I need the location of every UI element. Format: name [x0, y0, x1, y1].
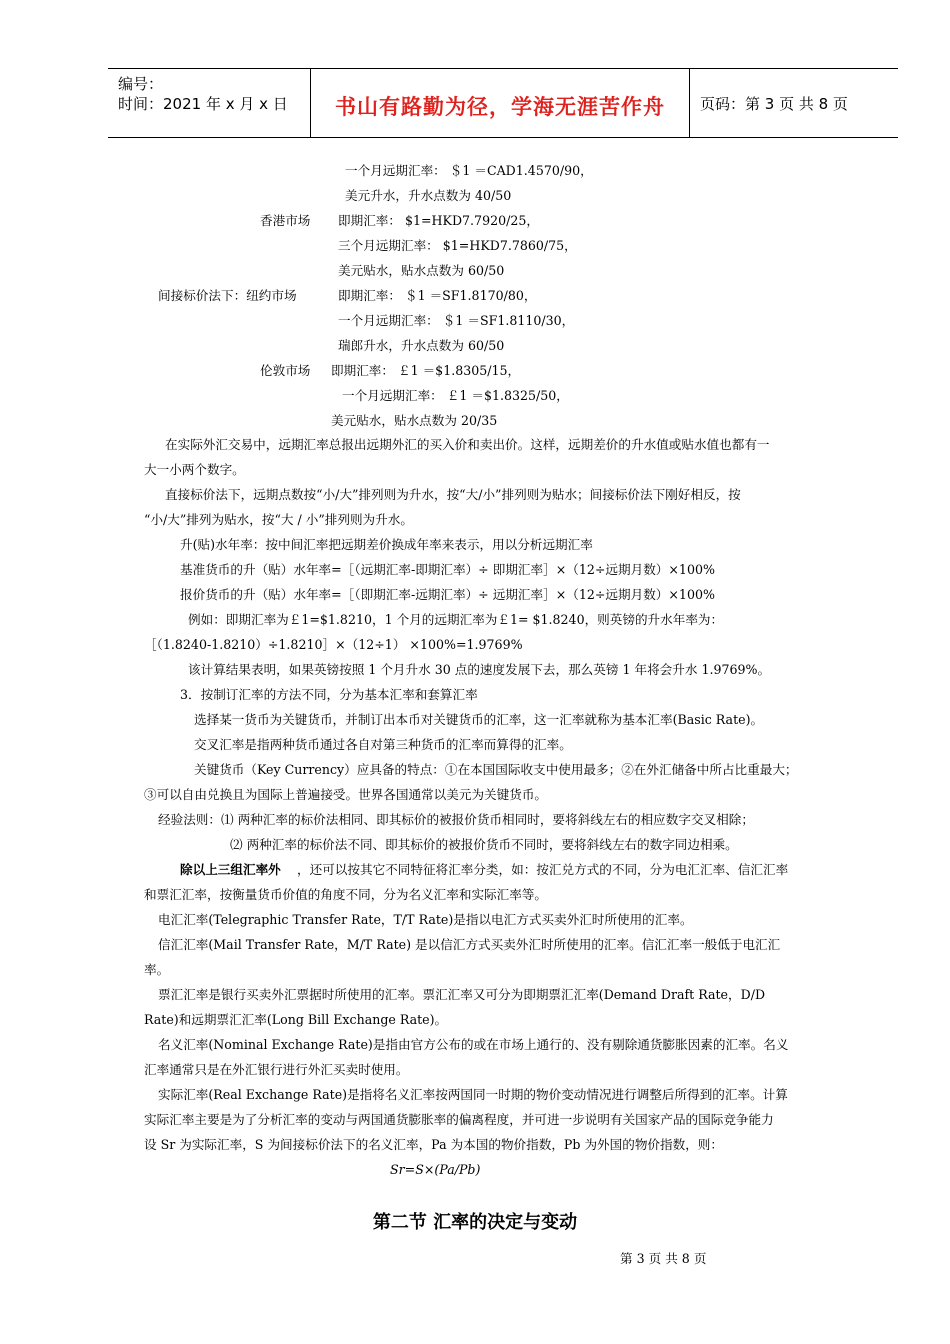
text-line: 一个月远期汇率： ＄1 ＝CAD1.4570/90， — [345, 163, 593, 178]
formula-line: Sr=S×(Pa/Pb) — [390, 1162, 481, 1177]
text-line: 即期汇率： ＄1 ＝SF1.8170/80， — [338, 288, 537, 303]
text-line: 升(贴)水年率：按中间汇率把远期差价换成年率来表示，用以分析远期汇率 — [180, 537, 593, 552]
text-line: 美元升水，升水点数为 40/50 — [345, 188, 512, 203]
text-line: 票汇汇率是银行买卖外汇票据时所使用的汇率。票汇汇率又可分为即期票汇汇率(Demand Draft Rate，D/D — [158, 987, 766, 1002]
text-line: 三个月远期汇率： $1=HKD7.7860/75， — [338, 238, 577, 253]
text-line: 信汇汇率(Mail Transfer Rate，M/T Rate) 是以信汇方式买卖外汇时所使用的汇率。信汇汇率一般低于电汇汇 — [158, 937, 781, 952]
text-line: 大一小两个数字。 — [144, 462, 245, 477]
text-line: 在实际外汇交易中，远期汇率总报出远期外汇的买入价和卖出价。这样，远期差价的升水值或贴水值也都有一 — [165, 437, 770, 452]
text-line: 一个月远期汇率： ￡1 ＝$1.8325/50， — [342, 388, 569, 403]
number-label: 编号： — [118, 75, 164, 93]
text-line: 和票汇汇率，按衡量货币价值的角度不同，分为名义汇率和实际汇率等。 — [144, 887, 547, 902]
formula-line: ［（1.8240-1.8210）÷1.8210］×（12÷1） ×100%=1.9769% — [144, 637, 523, 652]
bold-phrase: 除以上三组汇率外 — [180, 862, 281, 877]
text-line: 直接标价法下，远期点数按“小/大”排列则为升水，按“大/小”排列则为贴水；间接标价法下刚好相反，按 — [165, 487, 741, 502]
page-code: 页码：第 3 页 共 8 页 — [700, 95, 848, 113]
text-line: 即期汇率： ￡1 ＝$1.8305/15， — [331, 363, 521, 378]
text-line: 瑞郎升水，升水点数为 60/50 — [338, 338, 505, 353]
text-line: 交叉汇率是指两种货币通过各自对第三种货币的汇率而算得的汇率。 — [194, 737, 572, 752]
text-line: ③可以自由兑换且为国际上普遍接受。世界各国通常以美元为关键货币。 — [144, 787, 547, 802]
time-label: 时间：2021 年 x 月 x 日 — [118, 95, 288, 113]
text-line: ，还可以按其它不同特征将汇率分类，如：按汇兑方式的不同，分为电汇汇率、信汇汇率 — [297, 862, 789, 877]
section-title: 第二节 汇率的决定与变动 — [372, 1212, 578, 1233]
text-line: 例如：即期汇率为￡1=$1.8210，1 个月的远期汇率为￡1= $1.8240，则英镑的升水年率为： — [188, 612, 724, 627]
text-line: 选择某一货币为关键货币，并制订出本币对关键货币的汇率，这一汇率就称为基本汇率(Basic Rate)。 — [194, 712, 764, 727]
subheading: 3．按制订汇率的方法不同，分为基本汇率和套算汇率 — [180, 687, 478, 702]
text-line: Rate)和远期票汇汇率(Long Bill Exchange Rate)。 — [144, 1012, 448, 1027]
text-line: 汇率通常只是在外汇银行进行外汇买卖时使用。 — [144, 1062, 409, 1077]
text-line: 美元贴水，贴水点数为 20/35 — [331, 413, 498, 428]
formula-line: 基准货币的升（贴）水年率=［（远期汇率-即期汇率）÷ 即期汇率］×（12÷远期月数）×100% — [180, 562, 715, 577]
text-line: 即期汇率： $1=HKD7.7920/25， — [338, 213, 539, 228]
header-page-cell — [690, 69, 898, 137]
motto: 书山有路勤为径，学海无涯苦作舟 — [335, 95, 665, 119]
market-label: 间接标价法下：纽约市场 — [158, 288, 297, 303]
text-line: 率。 — [144, 962, 170, 977]
text-line: 经验法则：⑴ 两种汇率的标价法相同、即其标价的被报价货币相同时，要将斜线左右的相应数字交叉相除； — [158, 812, 754, 827]
text-line: 关键货币（Key Currency）应具备的特点：①在本国国际收支中使用最多；②在外汇储备中所占比重最大； — [194, 762, 798, 777]
page-footer: 第 3 页 共 8 页 — [620, 1251, 707, 1266]
text-line: 实际汇率(Real Exchange Rate)是指将名义汇率按两国同一时期的物价变动情况进行调整后所得到的汇率。计算 — [158, 1087, 788, 1102]
text-line: 实际汇率主要是为了分析汇率的变动与两国通货膨胀率的偏离程度，并可进一步说明有关国家产品的国际竞争能力 — [144, 1112, 774, 1127]
text-line: 美元贴水，贴水点数为 60/50 — [338, 263, 505, 278]
text-line: 该计算结果表明，如果英镑按照 1 个月升水 30 点的速度发展下去，那么英镑 1 年将会升水 1.9769%。 — [188, 662, 771, 677]
header-info-cell — [108, 69, 311, 137]
formula-line: 报价货币的升（贴）水年率=［（即期汇率-远期汇率）÷ 远期汇率］×（12÷远期月数）×100% — [180, 587, 715, 602]
text-line: “小/大”排列为贴水，按“大 / 小”排列则为升水。 — [144, 512, 413, 527]
header-motto-cell — [311, 69, 690, 137]
market-label: 香港市场 — [260, 213, 311, 228]
text-line: ⑵ 两种汇率的标价法不同、即其标价的被报价货币不同时，要将斜线左右的数字同边相乘。 — [230, 837, 738, 852]
market-label: 伦敦市场 — [260, 363, 311, 378]
text-line: 电汇汇率(Telegraphic Transfer Rate，T/T Rate)是指以电汇方式买卖外汇时所使用的汇率。 — [158, 912, 693, 927]
text-line: 一个月远期汇率： ＄1 ＝SF1.8110/30， — [338, 313, 575, 328]
page-header — [108, 68, 898, 138]
text-line: 设 Sr 为实际汇率，S 为间接标价法下的名义汇率，Pa 为本国的物价指数，Pb 为外国的物价指数，则： — [144, 1137, 723, 1152]
text-line: 名义汇率(Nominal Exchange Rate)是指由官方公布的或在市场上通行的、没有剔除通货膨胀因素的汇率。名义 — [158, 1037, 789, 1052]
